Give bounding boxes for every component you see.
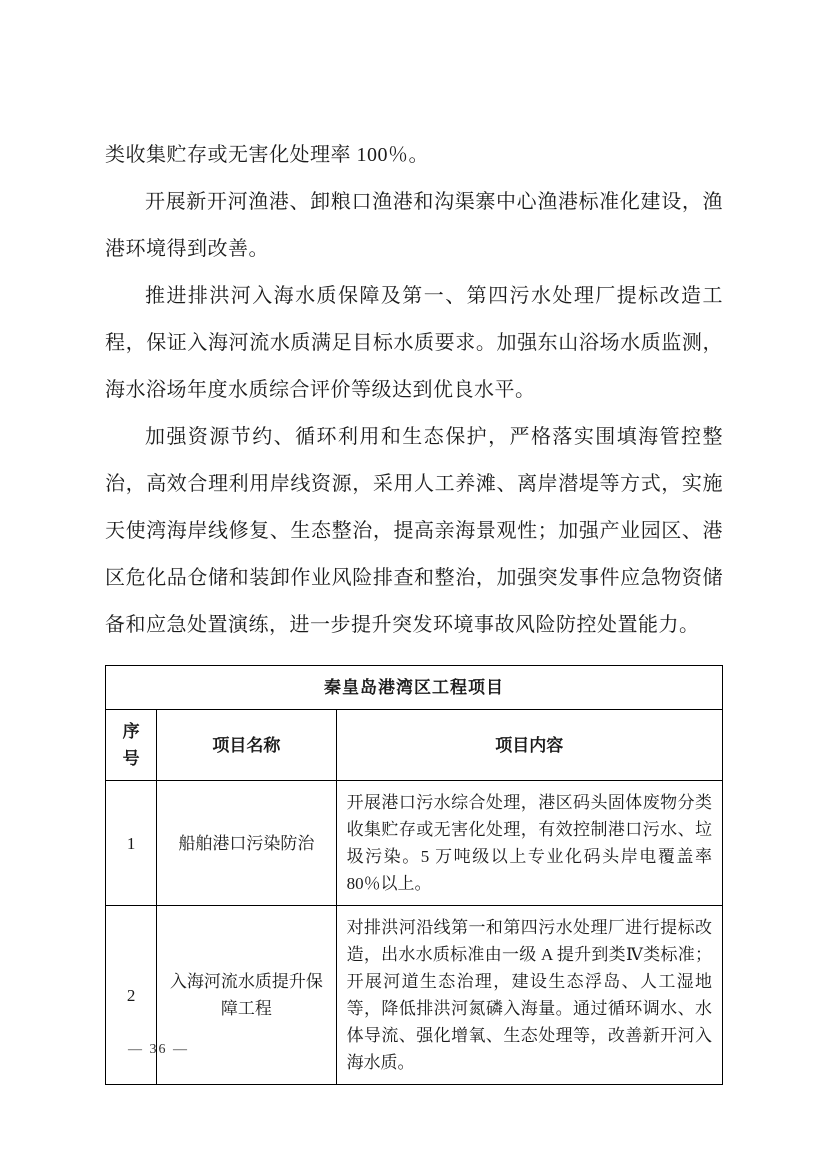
- table-title-row: [106, 666, 723, 710]
- row-number: 1: [106, 781, 157, 906]
- column-header-no: 序号: [106, 710, 157, 781]
- project-name: 船舶港口污染防治: [157, 781, 336, 906]
- column-header-content: 项目内容: [336, 710, 722, 781]
- project-content: 开展港口污水综合处理，港区码头固体废物分类收集贮存或无害化处理，有效控制港口污水、垃圾污染。5 万吨级以上专业化码头岸电覆盖率 80％以上。: [336, 781, 722, 906]
- project-name: 入海河流水质提升保障工程: [157, 906, 336, 1085]
- paragraph: 推进排洪河入海水质保障及第一、第四污水处理厂提标改造工程，保证入海河流水质满足目标水质要求。加强东山浴场水质监测，海水浴场年度水质综合评价等级达到优良水平。: [105, 285, 723, 401]
- page-number: — 36 —: [128, 1042, 189, 1057]
- table-row: [106, 781, 723, 906]
- paragraph: 开展新开河渔港、卸粮口渔港和沟渠寨中心渔港标准化建设，渔港环境得到改善。: [105, 191, 723, 260]
- paragraph-continuation: 类收集贮存或无害化处理率 100％。: [105, 144, 429, 166]
- project-content: 对排洪河沿线第一和第四污水处理厂进行提标改造，出水水质标准由一级 A 提升到类Ⅳ类标准；开展河道生态治理，建设生态浮岛、人工湿地等，降低排洪河氮磷入海量。通过循环调水、水体导流、强化增氧、生态处理等，改善新开河入海水质。: [336, 906, 722, 1085]
- table-header-row: [106, 710, 723, 781]
- paragraph: 加强资源节约、循环利用和生态保护，严格落实围填海管控整治，高效合理利用岸线资源，采用人工养滩、离岸潜堤等方式，实施天使湾海岸线修复、生态整治，提高亲海景观性；加强产业园区、港区危化品仓储和装卸作业风险排查和整治，加强突发事件应急物资储备和应急处置演练，进一步提升突发环境事故风险防控处置能力。: [105, 426, 723, 636]
- document-body: [105, 132, 723, 1085]
- project-table: [105, 665, 723, 1085]
- row-number: 2: [106, 906, 157, 1085]
- table-row: [106, 906, 723, 1085]
- column-header-name: 项目名称: [157, 710, 336, 781]
- table-title: 秦皇岛港湾区工程项目: [106, 666, 723, 710]
